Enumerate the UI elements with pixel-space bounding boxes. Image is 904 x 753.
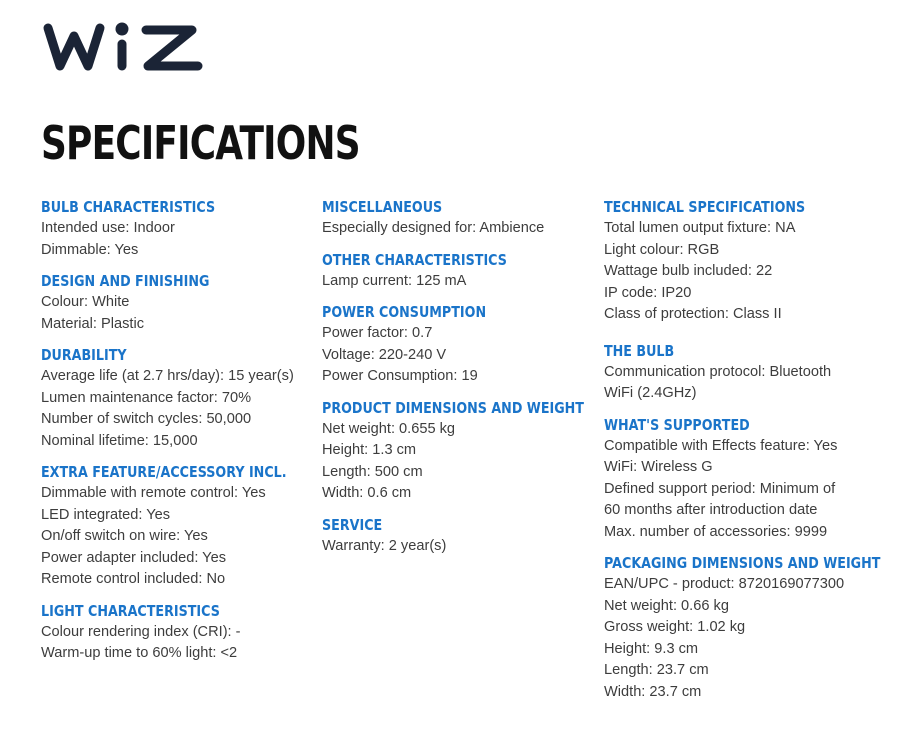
spec-item: Compatible with Effects feature: Yes	[604, 437, 838, 454]
spec-item: Nominal lifetime: 15,000	[41, 432, 198, 449]
section-design-and-finishing	[41, 270, 311, 335]
spec-item: Width: 23.7 cm	[604, 683, 702, 700]
spec-item: Defined support period: Minimum of	[604, 480, 836, 497]
spec-item: Intended use: Indoor	[41, 220, 175, 236]
section-miscellaneous	[322, 196, 592, 240]
spec-item: Length: 500 cm	[322, 463, 423, 480]
section-other-characteristics	[322, 249, 592, 293]
section-technical-specifications	[604, 196, 894, 326]
spec-item: Power Consumption: 19	[322, 368, 478, 384]
spec-item: 60 months after introduction date	[604, 502, 818, 518]
spec-item: LED integrated: Yes	[41, 506, 171, 523]
section-title: MISCELLANEOUS	[322, 198, 443, 216]
spec-column-3	[604, 196, 894, 712]
section-title: WHAT'S SUPPORTED	[604, 415, 750, 434]
section-title: OTHER CHARACTERISTICS	[322, 250, 507, 269]
section-durability	[41, 344, 311, 452]
spec-item: Net weight: 0.655 kg	[322, 420, 456, 437]
spec-item: Lamp current: 125 mA	[322, 272, 467, 289]
section-title: PRODUCT DIMENSIONS AND WEIGHT	[322, 398, 584, 417]
section-title: EXTRA FEATURE/ACCESSORY INCL.	[41, 463, 287, 481]
section-title: LIGHT CHARACTERISTICS	[41, 601, 220, 620]
spec-item: Dimmable: Yes	[41, 241, 139, 258]
section-extra-feature	[41, 461, 311, 591]
spec-item: Power adapter included: Yes	[41, 549, 226, 566]
spec-item: Wattage bulb included: 22	[604, 263, 773, 279]
spec-item: Total lumen output fixture: NA	[604, 220, 796, 236]
spec-item: EAN/UPC - product: 8720169077300	[604, 576, 845, 592]
section-title: DESIGN AND FINISHING	[41, 272, 210, 290]
section-service	[322, 514, 592, 558]
spec-item: Height: 9.3 cm	[604, 640, 699, 657]
section-title: DURABILITY	[41, 346, 127, 364]
spec-item: Material: Plastic	[41, 315, 144, 332]
spec-item: Class of protection: Class II	[604, 306, 782, 322]
section-the-bulb	[604, 340, 894, 405]
spec-column-2	[322, 196, 592, 566]
spec-item: Power factor: 0.7	[322, 325, 433, 341]
section-packaging-dimensions	[604, 552, 894, 703]
section-title: SERVICE	[322, 515, 383, 534]
section-title: POWER CONSUMPTION	[322, 303, 487, 321]
spec-item: IP code: IP20	[604, 284, 692, 301]
spec-item: On/off switch on wire: Yes	[41, 528, 208, 544]
section-whats-supported	[604, 414, 894, 544]
spec-item: Number of switch cycles: 50,000	[41, 411, 252, 427]
section-bulb-characteristics	[41, 196, 311, 261]
spec-column-1	[41, 196, 311, 674]
section-light-characteristics	[41, 600, 311, 665]
wiz-logo	[42, 14, 204, 76]
spec-item: Light colour: RGB	[604, 241, 720, 258]
spec-item: Dimmable with remote control: Yes	[41, 485, 266, 501]
section-title: BULB CHARACTERISTICS	[41, 198, 216, 216]
section-title: TECHNICAL SPECIFICATIONS	[604, 198, 806, 216]
spec-item: Gross weight: 1.02 kg	[604, 619, 746, 635]
page-title: SPECIFICATIONS	[41, 116, 360, 170]
spec-item: Colour: White	[41, 294, 130, 310]
spec-item: Lumen maintenance factor: 70%	[41, 389, 252, 406]
spec-item: Remote control included: No	[41, 571, 226, 587]
spec-item: Height: 1.3 cm	[322, 442, 417, 458]
section-power-consumption	[322, 301, 592, 388]
spec-item: Warranty: 2 year(s)	[322, 537, 447, 554]
spec-item: Voltage: 220-240 V	[322, 346, 447, 363]
section-title: PACKAGING DIMENSIONS AND WEIGHT	[604, 554, 881, 572]
spec-item: Average life (at 2.7 hrs/day): 15 year(s)	[41, 368, 294, 384]
spec-item: Length: 23.7 cm	[604, 662, 709, 678]
spec-item: WiFi: Wireless G	[604, 459, 713, 475]
spec-item: Warm-up time to 60% light: <2	[41, 645, 238, 661]
spec-item: Communication protocol: Bluetooth	[604, 363, 832, 380]
section-product-dimensions	[322, 397, 592, 505]
spec-item: WiFi (2.4GHz)	[604, 385, 697, 401]
spec-item: Colour rendering index (CRI): -	[41, 623, 241, 640]
section-title: THE BULB	[604, 341, 675, 360]
spec-item: Net weight: 0.66 kg	[604, 597, 729, 614]
spec-item: Width: 0.6 cm	[322, 485, 412, 501]
spec-item: Especially designed for: Ambience	[322, 220, 545, 236]
spec-item: Max. number of accessories: 9999	[604, 523, 828, 540]
